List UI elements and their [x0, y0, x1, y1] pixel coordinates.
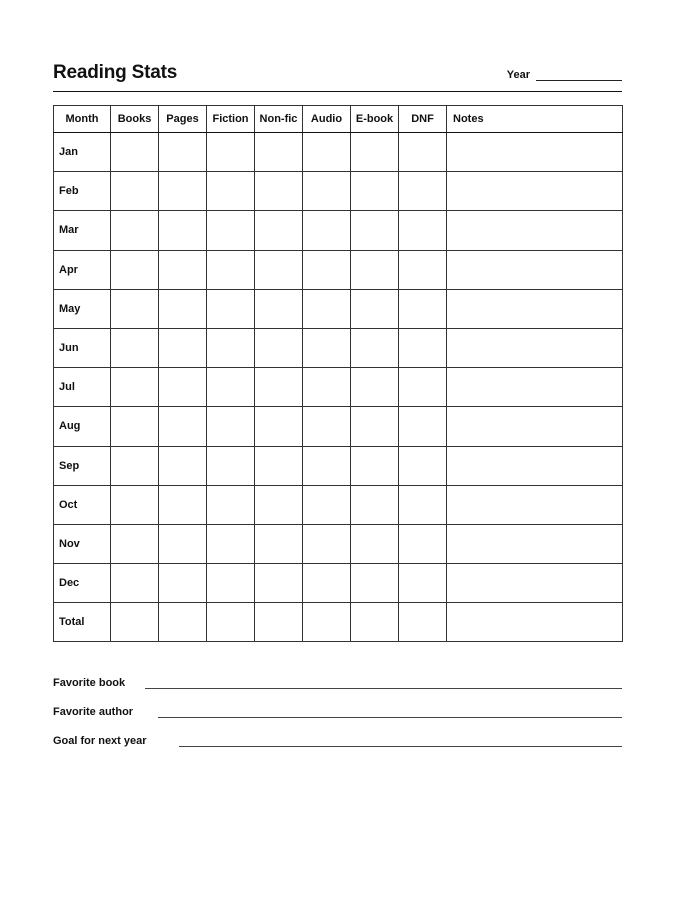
year-label: Year — [506, 69, 530, 81]
table-cell[interactable] — [159, 289, 207, 328]
favorite-book-label: Favorite book — [53, 677, 126, 689]
table-cell[interactable] — [303, 524, 351, 563]
table-row — [54, 289, 623, 328]
col-header-month: Month — [54, 106, 111, 133]
footer — [53, 660, 622, 747]
table-cell[interactable] — [159, 250, 207, 289]
col-header-pages: Pages — [159, 106, 207, 133]
year-input-line[interactable] — [536, 68, 622, 81]
table-cell[interactable] — [351, 407, 399, 446]
table-cell[interactable] — [207, 368, 255, 407]
table-cell[interactable] — [111, 172, 159, 211]
table-cell[interactable] — [399, 368, 447, 407]
table-cell[interactable] — [303, 485, 351, 524]
table-cell[interactable] — [303, 603, 351, 642]
table-cell[interactable] — [255, 289, 303, 328]
table-cell[interactable] — [399, 289, 447, 328]
table-cell[interactable] — [159, 328, 207, 367]
table-row — [54, 328, 623, 367]
table-cell[interactable] — [207, 485, 255, 524]
table-cell[interactable] — [447, 289, 623, 328]
table-cell[interactable] — [351, 328, 399, 367]
table-cell[interactable] — [303, 289, 351, 328]
table-cell[interactable] — [351, 133, 399, 172]
goal-label: Goal for next year — [53, 735, 147, 747]
table-row — [54, 564, 623, 603]
row-label: Jul — [54, 368, 111, 407]
col-header-nonfic: Non-fic — [255, 106, 303, 133]
col-header-dnf: DNF — [399, 106, 447, 133]
row-label: Jun — [54, 328, 111, 367]
reading-stats-sheet — [53, 60, 622, 747]
table-cell[interactable] — [159, 211, 207, 250]
table-cell[interactable] — [447, 328, 623, 367]
row-label: Dec — [54, 564, 111, 603]
table-row — [54, 172, 623, 211]
table-cell[interactable] — [303, 328, 351, 367]
table-cell[interactable] — [207, 564, 255, 603]
table-row — [54, 250, 623, 289]
table-cell[interactable] — [399, 250, 447, 289]
favorite-author-row — [53, 689, 622, 718]
table-cell[interactable] — [111, 407, 159, 446]
table-cell[interactable] — [159, 407, 207, 446]
table-row — [54, 368, 623, 407]
table-cell[interactable] — [159, 485, 207, 524]
table-cell[interactable] — [207, 289, 255, 328]
table-cell[interactable] — [111, 524, 159, 563]
table-cell[interactable] — [255, 133, 303, 172]
goal-input-line[interactable] — [179, 734, 622, 747]
table-cell[interactable] — [255, 564, 303, 603]
col-header-books: Books — [111, 106, 159, 133]
table-cell[interactable] — [255, 407, 303, 446]
row-label: Total — [54, 603, 111, 642]
table-cell[interactable] — [303, 250, 351, 289]
row-label: Nov — [54, 524, 111, 563]
favorite-author-input-line[interactable] — [158, 705, 622, 718]
table-cell[interactable] — [351, 172, 399, 211]
table-cell[interactable] — [159, 133, 207, 172]
col-header-fiction: Fiction — [207, 106, 255, 133]
table-cell[interactable] — [447, 446, 623, 485]
row-label: Sep — [54, 446, 111, 485]
table-row — [54, 407, 623, 446]
table-cell[interactable] — [399, 211, 447, 250]
table-cell[interactable] — [303, 446, 351, 485]
table-cell[interactable] — [255, 524, 303, 563]
table-cell[interactable] — [447, 485, 623, 524]
table-cell[interactable] — [399, 133, 447, 172]
table-cell[interactable] — [159, 524, 207, 563]
table-cell[interactable] — [255, 172, 303, 211]
table-cell[interactable] — [111, 603, 159, 642]
table-cell[interactable] — [255, 485, 303, 524]
table-row — [54, 133, 623, 172]
table-cell[interactable] — [351, 446, 399, 485]
table-cell[interactable] — [447, 407, 623, 446]
table-cell[interactable] — [399, 603, 447, 642]
table-cell[interactable] — [159, 603, 207, 642]
table-cell[interactable] — [447, 603, 623, 642]
table-cell[interactable] — [399, 524, 447, 563]
table-cell[interactable] — [207, 603, 255, 642]
table-cell[interactable] — [111, 368, 159, 407]
table-cell[interactable] — [303, 564, 351, 603]
table-cell[interactable] — [207, 446, 255, 485]
table-cell[interactable] — [351, 564, 399, 603]
table-cell[interactable] — [351, 524, 399, 563]
table-cell[interactable] — [255, 368, 303, 407]
table-cell[interactable] — [447, 250, 623, 289]
table-cell[interactable] — [447, 524, 623, 563]
table-cell[interactable] — [111, 250, 159, 289]
table-cell[interactable] — [399, 172, 447, 211]
row-label: May — [54, 289, 111, 328]
col-header-notes: Notes — [447, 106, 623, 133]
row-label: Feb — [54, 172, 111, 211]
table-cell[interactable] — [447, 564, 623, 603]
table-cell[interactable] — [159, 446, 207, 485]
table-cell[interactable] — [255, 211, 303, 250]
row-label: Apr — [54, 250, 111, 289]
row-label: Oct — [54, 485, 111, 524]
table-cell[interactable] — [111, 446, 159, 485]
table-cell[interactable] — [207, 524, 255, 563]
table-cell[interactable] — [303, 133, 351, 172]
table-row — [54, 603, 623, 642]
table-cell[interactable] — [351, 250, 399, 289]
table-cell[interactable] — [351, 289, 399, 328]
table-cell[interactable] — [351, 368, 399, 407]
table-cell[interactable] — [351, 603, 399, 642]
row-label: Jan — [54, 133, 111, 172]
table-cell[interactable] — [111, 564, 159, 603]
header-row — [54, 106, 623, 133]
table-cell[interactable] — [399, 407, 447, 446]
table-cell[interactable] — [447, 211, 623, 250]
table-cell[interactable] — [255, 446, 303, 485]
favorite-book-input-line[interactable] — [145, 676, 622, 689]
table-cell[interactable] — [111, 485, 159, 524]
table-cell[interactable] — [207, 172, 255, 211]
title-divider — [53, 91, 622, 92]
table-row — [54, 211, 623, 250]
table-cell[interactable] — [303, 407, 351, 446]
table-cell[interactable] — [303, 368, 351, 407]
table-cell[interactable] — [399, 485, 447, 524]
table-cell[interactable] — [351, 485, 399, 524]
table-cell[interactable] — [207, 133, 255, 172]
table-cell[interactable] — [399, 564, 447, 603]
table-cell[interactable] — [399, 446, 447, 485]
row-label: Aug — [54, 407, 111, 446]
table-cell[interactable] — [255, 328, 303, 367]
table-row — [54, 524, 623, 563]
page-title: Reading Stats — [53, 62, 178, 83]
favorite-book-row — [53, 660, 622, 689]
table-cell[interactable] — [255, 603, 303, 642]
table-cell[interactable] — [255, 250, 303, 289]
row-label: Mar — [54, 211, 111, 250]
header — [53, 60, 622, 92]
table-cell[interactable] — [207, 211, 255, 250]
table-cell[interactable] — [159, 564, 207, 603]
table-cell[interactable] — [399, 328, 447, 367]
col-header-audio: Audio — [303, 106, 351, 133]
table-cell[interactable] — [447, 172, 623, 211]
year-field-group — [507, 68, 622, 81]
stats-table — [53, 105, 623, 642]
favorite-author-label: Favorite author — [53, 706, 134, 718]
table-cell[interactable] — [111, 211, 159, 250]
table-cell[interactable] — [447, 368, 623, 407]
table-cell[interactable] — [207, 328, 255, 367]
table-cell[interactable] — [303, 211, 351, 250]
table-cell[interactable] — [111, 289, 159, 328]
table-cell[interactable] — [111, 328, 159, 367]
table-cell[interactable] — [111, 133, 159, 172]
table-row — [54, 446, 623, 485]
table-cell[interactable] — [207, 407, 255, 446]
col-header-ebook: E-book — [351, 106, 399, 133]
table-cell[interactable] — [351, 211, 399, 250]
table-cell[interactable] — [207, 250, 255, 289]
table-cell[interactable] — [447, 133, 623, 172]
table-cell[interactable] — [159, 172, 207, 211]
goal-row — [53, 718, 622, 747]
table-cell[interactable] — [159, 368, 207, 407]
table-row — [54, 485, 623, 524]
table-cell[interactable] — [303, 172, 351, 211]
